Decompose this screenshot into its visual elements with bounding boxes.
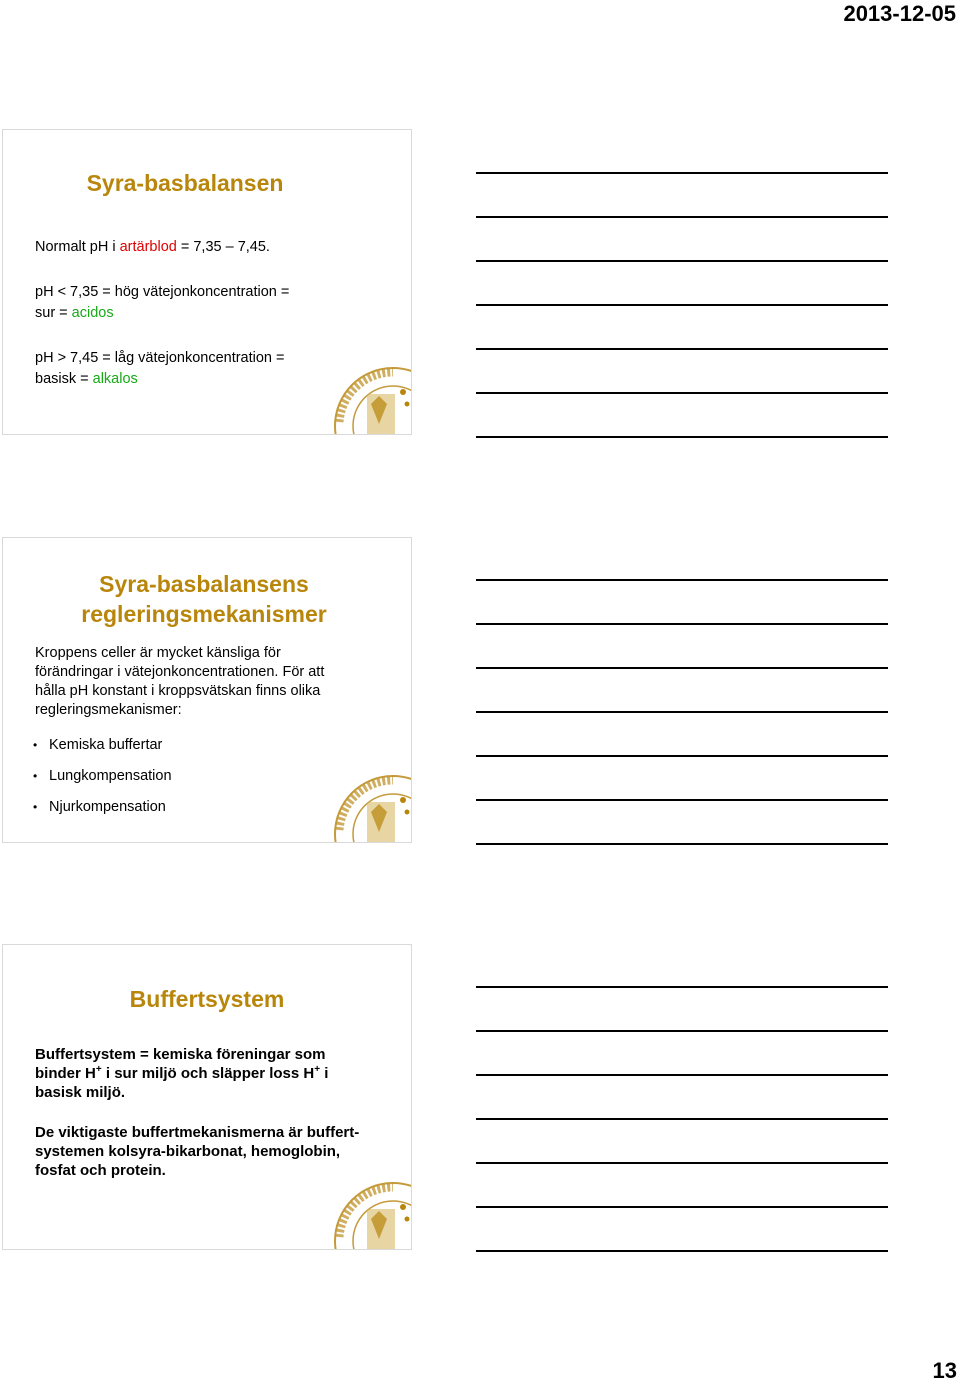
paragraph-definition	[35, 1045, 405, 1102]
paragraph-mechanisms	[35, 1123, 405, 1180]
slide-title: Buffertsystem	[129, 986, 285, 1012]
title-line: regleringsmekanismer	[81, 601, 327, 627]
superscript-plus: +	[314, 1064, 321, 1075]
highlight-alkalos: alkalos	[92, 371, 138, 387]
text: pH < 7,35 = hög vätejonkoncentration =	[35, 284, 290, 300]
bullet-item: • Lungkompensation	[33, 768, 172, 784]
note-line	[476, 667, 888, 669]
note-line	[476, 348, 888, 350]
intro-paragraph	[35, 644, 405, 720]
note-line	[476, 843, 888, 845]
note-line	[476, 436, 888, 438]
slide-1	[2, 129, 412, 435]
paragraph-alkalos	[35, 348, 285, 390]
text: De viktigaste buffertmekanismerna är buffert-	[35, 1124, 360, 1141]
header-date: 2013-12-05	[843, 1, 956, 26]
text: Lungkompensation	[49, 768, 172, 784]
slide-title	[2, 569, 408, 629]
text: Kemiska buffertar	[49, 737, 163, 753]
bullet-item: • Kemiska buffertar	[33, 737, 163, 753]
text: förändringar i vätejonkoncentrationen. För att	[35, 664, 325, 680]
page-number: 13	[932, 1358, 957, 1383]
bullet-item: • Njurkompensation	[33, 799, 166, 815]
note-line	[476, 1250, 888, 1252]
title-line: Syra-basbalansens	[99, 571, 309, 597]
note-line	[476, 216, 888, 218]
lund-university-seal-icon	[331, 772, 412, 843]
highlight-acidos: acidos	[71, 305, 114, 321]
note-line	[476, 304, 888, 306]
text: Normalt pH i	[35, 239, 120, 255]
text: Buffertsystem = kemiska föreningar som	[35, 1046, 326, 1063]
note-line	[476, 1030, 888, 1032]
note-line	[476, 1206, 888, 1208]
text: Kroppens celler är mycket känsliga för	[35, 645, 281, 661]
text: i	[320, 1065, 329, 1082]
text: Njurkompensation	[49, 799, 166, 815]
note-line	[476, 755, 888, 757]
text: i sur miljö och släpper loss H	[101, 1065, 315, 1082]
text: pH > 7,45 = låg vätejonkoncentration =	[35, 350, 285, 366]
text: hålla pH konstant i kroppsvätskan finns olika	[35, 683, 321, 699]
slide-title: Syra-basbalansen	[86, 170, 284, 196]
lund-university-seal-icon	[331, 364, 412, 435]
note-line	[476, 1074, 888, 1076]
note-line	[476, 799, 888, 801]
text: binder H	[35, 1065, 96, 1082]
superscript-plus: +	[95, 1064, 102, 1075]
text: basisk =	[35, 371, 93, 387]
slide-2	[2, 537, 412, 843]
text: systemen kolsyra-bikarbonat, hemoglobin,	[35, 1143, 341, 1160]
text: regleringsmekanismer:	[35, 702, 182, 718]
note-line	[476, 986, 888, 988]
text: fosfat och protein.	[35, 1162, 166, 1179]
note-line	[476, 260, 888, 262]
highlight-artarblod: artärblod	[119, 239, 177, 255]
note-line	[476, 579, 888, 581]
note-line	[476, 623, 888, 625]
text: basisk miljö.	[35, 1084, 126, 1101]
paragraph-normal-ph	[35, 237, 270, 258]
text: sur =	[35, 305, 72, 321]
slide-3	[2, 944, 412, 1250]
note-line	[476, 711, 888, 713]
note-line	[476, 1162, 888, 1164]
paragraph-acidos	[35, 282, 289, 324]
note-line	[476, 392, 888, 394]
note-line	[476, 172, 888, 174]
text: = 7,35 – 7,45.	[176, 239, 270, 255]
note-line	[476, 1118, 888, 1120]
lund-university-seal-icon	[331, 1179, 412, 1250]
